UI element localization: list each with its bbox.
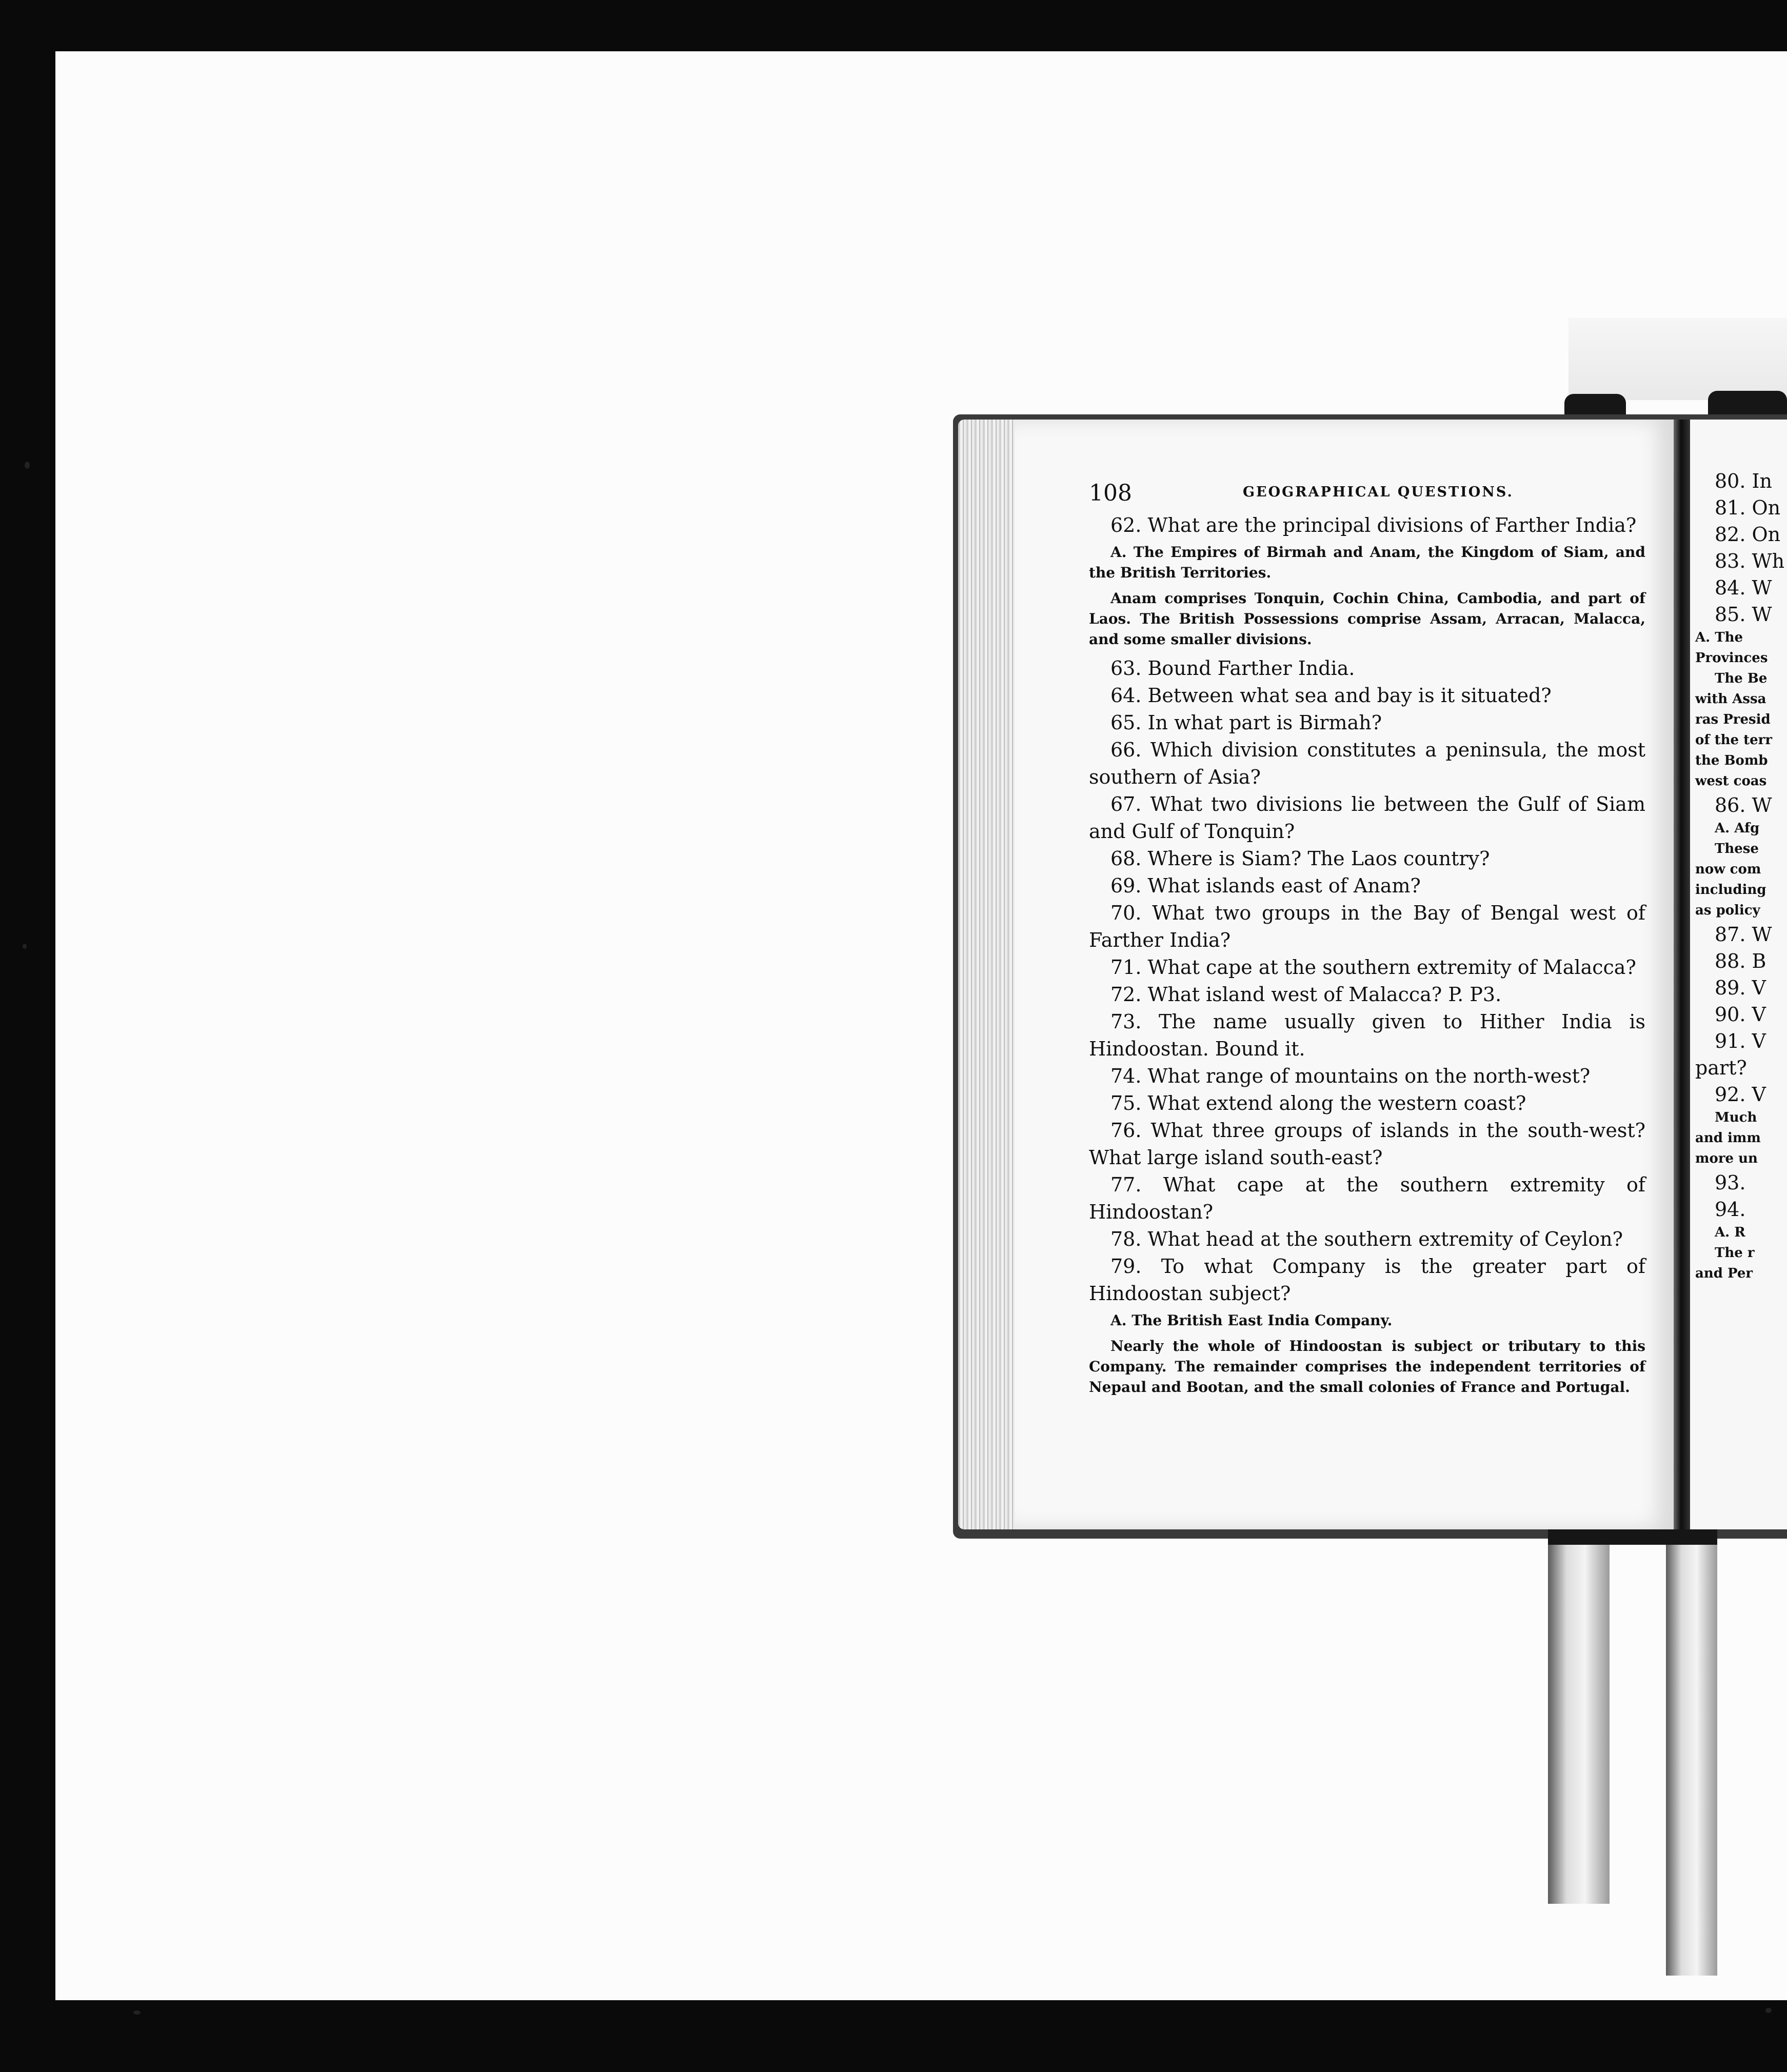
question-paragraph: 72. What island west of Malacca? P. P3. bbox=[1110, 983, 1502, 1006]
question-paragraph: 78. What head at the southern extremity of Ceylon? bbox=[1110, 1228, 1623, 1250]
question-paragraph: 65. In what part is Birmah? bbox=[1110, 711, 1382, 734]
page-header bbox=[1089, 480, 1645, 512]
left-page bbox=[1015, 420, 1674, 1529]
right-page-fragment: 86. W bbox=[1715, 794, 1772, 816]
running-head: GEOGRAPHICAL QUESTIONS. bbox=[1243, 484, 1514, 500]
right-page-fragment: west coas bbox=[1695, 773, 1767, 789]
bottom-clip bbox=[1548, 1529, 1717, 1545]
right-page-fragment: with Assa bbox=[1695, 691, 1766, 707]
question-paragraph: 71. What cape at the southern extremity of Malacca? bbox=[1110, 956, 1636, 979]
question-paragraph: 66. Which division constitutes a peninsula, the most southern of Asia? bbox=[1089, 739, 1645, 788]
right-page-fragment: as policy bbox=[1695, 903, 1760, 918]
question-paragraph: 74. What range of mountains on the north-west? bbox=[1110, 1065, 1591, 1087]
question-paragraph: 76. What three groups of islands in the south-west? What large island south-east? bbox=[1089, 1119, 1645, 1169]
question-paragraph: 77. What cape at the southern extremity of Hindoostan? bbox=[1089, 1173, 1645, 1223]
right-page-fragment: 88. B bbox=[1715, 950, 1766, 972]
answer-paragraph: A. The British East India Company. bbox=[1110, 1312, 1393, 1329]
right-page-fragment: The r bbox=[1715, 1245, 1755, 1261]
right-page-fragment: 87. W bbox=[1715, 923, 1772, 946]
question-paragraph: 73. The name usually given to Hither India is Hindoostan. Bound it. bbox=[1089, 1010, 1645, 1060]
question-paragraph: 70. What two groups in the Bay of Bengal west of Farther India? bbox=[1089, 902, 1645, 951]
answer-paragraph: Nearly the whole of Hindoostan is subject or tributary to this Company. The remainder comprises the independent territories of Nepaul and Bootan, and the small colonies of France and Portugal. bbox=[1089, 1338, 1645, 1396]
right-page-fragment: more un bbox=[1695, 1151, 1758, 1166]
question-paragraph: 63. Bound Farther India. bbox=[1110, 657, 1355, 680]
right-page bbox=[1690, 420, 1787, 1529]
right-page-fragment: 85. W bbox=[1715, 603, 1772, 626]
right-page-fragment: Provinces bbox=[1695, 650, 1768, 666]
right-page-fragment: the Bomb bbox=[1695, 753, 1768, 768]
tape-strip-left bbox=[1548, 1529, 1610, 1904]
right-page-fragment: A. The bbox=[1695, 630, 1743, 645]
bottom-tape bbox=[1548, 1529, 1717, 1981]
right-page-fragment: 94. bbox=[1715, 1198, 1746, 1221]
right-page-fragment: part? bbox=[1695, 1057, 1747, 1079]
right-page-fragment: and imm bbox=[1695, 1130, 1761, 1146]
right-page-fragment: including bbox=[1695, 882, 1766, 898]
page-edges bbox=[958, 420, 1015, 1529]
right-page-fragment: 90. V bbox=[1715, 1003, 1766, 1026]
right-page-fragment: These bbox=[1715, 841, 1759, 856]
question-paragraph: 68. Where is Siam? The Laos country? bbox=[1110, 847, 1490, 870]
right-page-fragment: A. R bbox=[1715, 1225, 1745, 1240]
question-paragraph: 69. What islands east of Anam? bbox=[1110, 874, 1421, 897]
right-page-fragment: 82. On bbox=[1715, 523, 1781, 546]
right-page-fragment: 84. W bbox=[1715, 576, 1772, 599]
question-paragraph: 67. What two divisions lie between the Gulf of Siam and Gulf of Tonquin? bbox=[1089, 793, 1645, 843]
question-paragraph: 64. Between what sea and bay is it situated? bbox=[1110, 684, 1552, 707]
right-page-fragment: 92. V bbox=[1715, 1083, 1766, 1106]
top-tape bbox=[1568, 318, 1787, 400]
question-paragraph: 75. What extend along the western coast? bbox=[1110, 1092, 1526, 1114]
answer-paragraph: Anam comprises Tonquin, Cochin China, Cambodia, and part of Laos. The British Possessions comprise Assam, Arracan, Malacca, and some smaller divisions. bbox=[1089, 590, 1645, 648]
right-page-fragment: 89. V bbox=[1715, 977, 1766, 999]
right-page-fragment: 93. bbox=[1715, 1171, 1746, 1194]
right-page-fragment: of the terr bbox=[1695, 732, 1773, 748]
left-page-content bbox=[1089, 480, 1645, 1403]
right-page-fragment: 91. V bbox=[1715, 1030, 1766, 1052]
right-page-fragment: 80. In bbox=[1715, 470, 1772, 492]
question-paragraph: 79. To what Company is the greater part of Hindoostan subject? bbox=[1089, 1255, 1645, 1305]
right-page-fragment: and Per bbox=[1695, 1266, 1753, 1281]
right-page-fragment: A. Afg bbox=[1715, 821, 1760, 836]
right-page-fragment: The Be bbox=[1715, 671, 1768, 686]
right-page-fragment: Much bbox=[1715, 1110, 1757, 1125]
tape-strip-right bbox=[1666, 1529, 1717, 1976]
right-page-fragment: 81. On bbox=[1715, 496, 1781, 519]
right-page-fragment: 83. Wh bbox=[1715, 550, 1785, 572]
question-paragraph: 62. What are the principal divisions of Farther India? bbox=[1110, 514, 1637, 536]
page-body bbox=[1089, 512, 1645, 1398]
answer-paragraph: A. The Empires of Birmah and Anam, the Kingdom of Siam, and the British Territories. bbox=[1089, 544, 1645, 581]
page-number: 108 bbox=[1089, 480, 1132, 506]
right-page-fragment: now com bbox=[1695, 862, 1761, 877]
right-page-fragment: ras Presid bbox=[1695, 712, 1771, 727]
book-gutter bbox=[1674, 420, 1690, 1529]
